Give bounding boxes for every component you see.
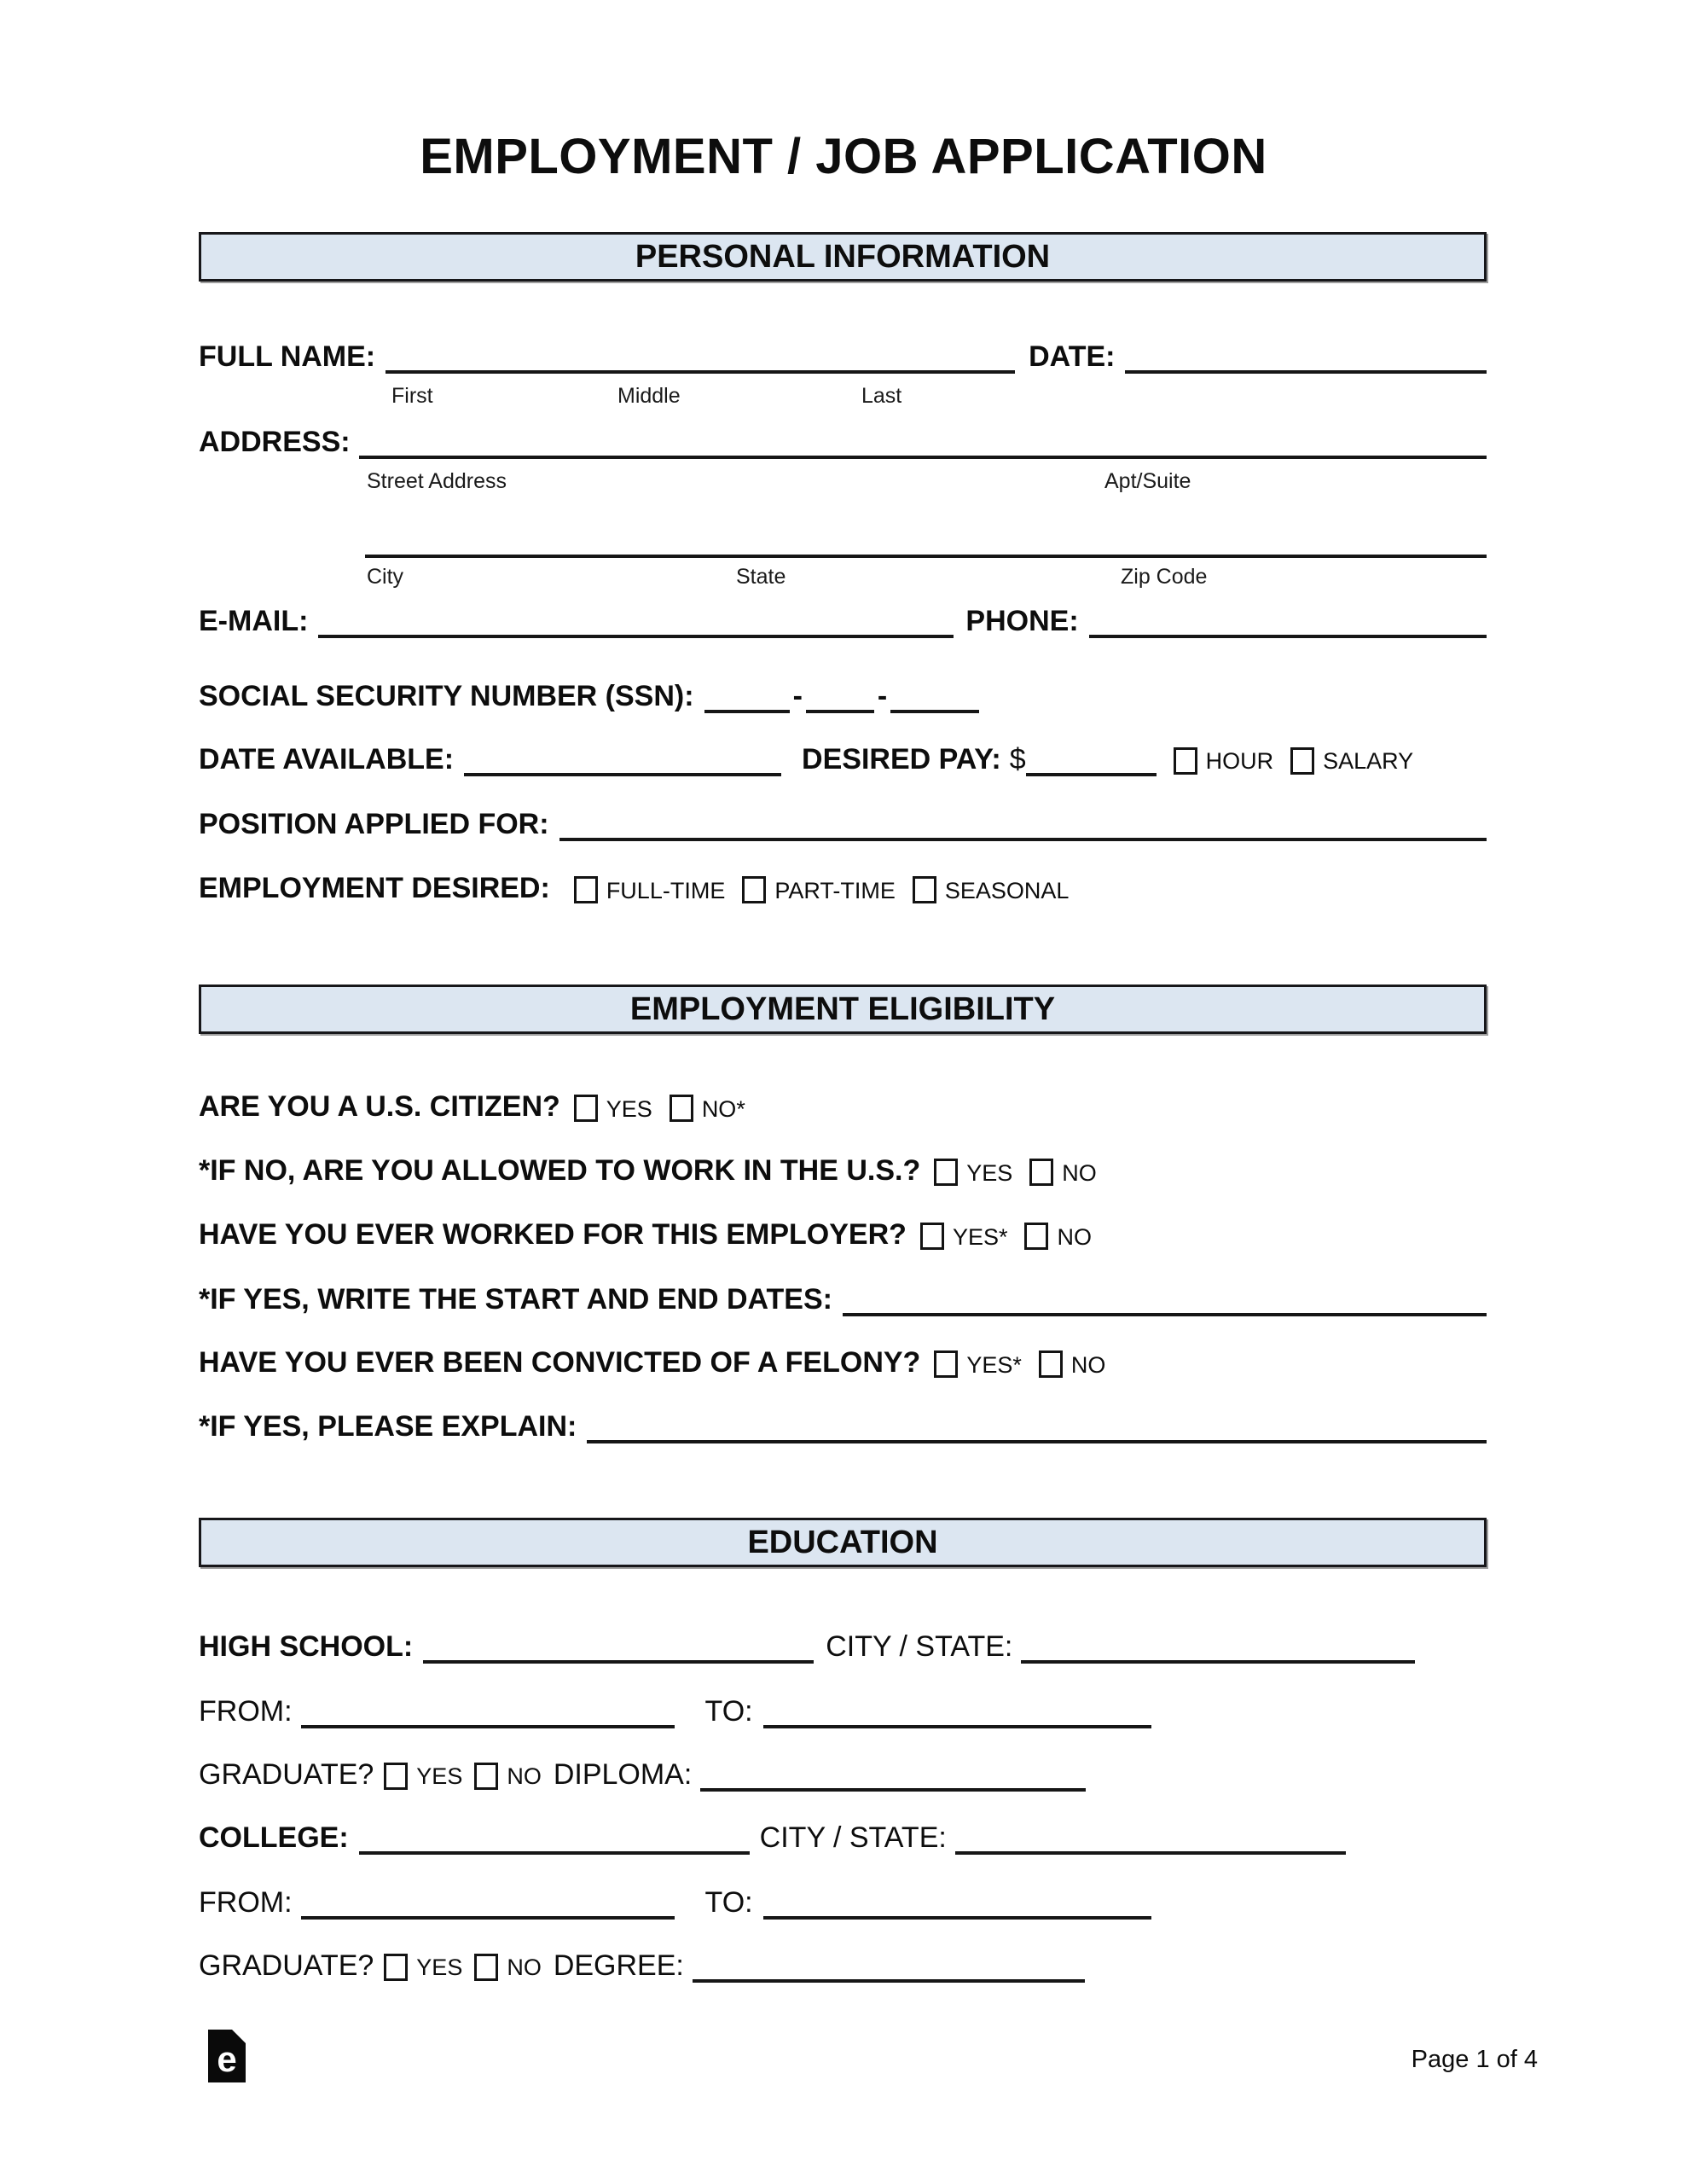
- employment-option-part-time: [742, 876, 896, 905]
- sublabel-middle: Middle: [617, 384, 681, 408]
- allowed-option-yes: [934, 1159, 1012, 1188]
- page-title: EMPLOYMENT / JOB APPLICATION: [420, 129, 1267, 184]
- full-name-row: [199, 340, 1487, 374]
- felony-question: HAVE YOU EVER BEEN CONVICTED OF A FELONY?: [199, 1346, 921, 1379]
- felony-option-no: [1039, 1350, 1106, 1380]
- sublabel-city: City: [367, 565, 404, 589]
- explain-label: *IF YES, PLEASE EXPLAIN:: [199, 1409, 577, 1443]
- date-available-label: DATE AVAILABLE:: [199, 742, 455, 775]
- allowed-question-row: [199, 1154, 1487, 1188]
- email-phone-row: [199, 604, 1487, 638]
- college-city-state-line[interactable]: [955, 1821, 1346, 1855]
- address-row-2: [199, 524, 1487, 558]
- high-school-line[interactable]: [423, 1629, 814, 1664]
- email-label: E-MAIL:: [199, 604, 309, 637]
- hs-graduate-option-no: [474, 1763, 542, 1792]
- citizen-option-no: [670, 1095, 745, 1124]
- eforms-logo-letter: e: [217, 2039, 237, 2079]
- sublabel-last: Last: [861, 384, 902, 408]
- felony-yes-label: YES*: [966, 1351, 1022, 1378]
- hs-graduate-label: GRADUATE?: [199, 1757, 374, 1791]
- college-to-label: TO:: [704, 1885, 753, 1919]
- ssn-line-1[interactable]: [704, 679, 790, 713]
- section-header-label: EMPLOYMENT ELIGIBILITY: [629, 990, 1056, 1027]
- position-line[interactable]: [559, 807, 1487, 841]
- high-school-label: HIGH SCHOOL:: [199, 1629, 414, 1663]
- worked-option-yes: [920, 1223, 1008, 1252]
- ssn-dash-1: -: [792, 680, 803, 712]
- college-row: [199, 1821, 1487, 1855]
- desired-pay-label: DESIRED PAY:: [802, 742, 1001, 775]
- high-school-row: [199, 1629, 1487, 1664]
- college-graduate-yes-checkbox[interactable]: [384, 1954, 408, 1981]
- page-number: Page 1 of 4: [1411, 2046, 1538, 2073]
- seasonal-checkbox[interactable]: [913, 876, 936, 903]
- felony-yes-checkbox[interactable]: [934, 1350, 958, 1378]
- start-end-dates-row: [199, 1282, 1487, 1316]
- employment-option-full-time: [574, 876, 726, 905]
- worked-yes-checkbox[interactable]: [920, 1223, 944, 1250]
- college-graduate-label: GRADUATE?: [199, 1949, 374, 1982]
- phone-label: PHONE:: [965, 604, 1079, 637]
- full-time-checkbox[interactable]: [574, 876, 598, 903]
- diploma-label: DIPLOMA:: [553, 1757, 693, 1791]
- position-row: [199, 807, 1487, 841]
- explain-row: [199, 1409, 1487, 1443]
- citizen-question-row: [199, 1090, 1487, 1124]
- college-city-state-label: CITY / STATE:: [759, 1821, 947, 1854]
- sublabel-state: State: [736, 565, 786, 589]
- employment-desired-label: EMPLOYMENT DESIRED:: [199, 872, 550, 904]
- felony-question-row: [199, 1346, 1487, 1380]
- hour-checkbox[interactable]: [1174, 747, 1197, 775]
- worked-option-no: [1024, 1223, 1092, 1252]
- date-available-line[interactable]: [464, 742, 781, 776]
- citizen-yes-label: YES: [606, 1095, 652, 1122]
- college-graduate-option-no: [474, 1954, 542, 1983]
- full-time-label: FULL-TIME: [606, 877, 726, 903]
- start-end-dates-label: *IF YES, WRITE THE START AND END DATES:: [199, 1282, 832, 1316]
- section-header-label: EDUCATION: [747, 1524, 938, 1560]
- college-label: COLLEGE:: [199, 1821, 349, 1854]
- employment-desired-row: [199, 872, 1487, 905]
- address-label: ADDRESS:: [199, 425, 351, 458]
- ssn-label: SOCIAL SECURITY NUMBER (SSN):: [199, 679, 694, 712]
- salary-label: SALARY: [1323, 748, 1414, 775]
- felony-no-label: NO: [1070, 1351, 1106, 1378]
- citizen-no-checkbox[interactable]: [670, 1095, 693, 1122]
- hs-from-to-row: [199, 1694, 1487, 1728]
- worked-no-checkbox[interactable]: [1024, 1223, 1048, 1250]
- section-header-education: [199, 1518, 1487, 1567]
- citizen-no-label: NO*: [701, 1095, 745, 1122]
- degree-line[interactable]: [693, 1949, 1085, 1983]
- part-time-label: PART-TIME: [774, 877, 896, 903]
- felony-no-checkbox[interactable]: [1039, 1350, 1063, 1378]
- date-line[interactable]: [1125, 340, 1487, 374]
- allowed-yes-label: YES: [966, 1159, 1013, 1186]
- citizen-option-yes: [574, 1095, 652, 1124]
- citizen-yes-checkbox[interactable]: [574, 1095, 598, 1122]
- sublabel-first: First: [391, 384, 433, 408]
- dollar-sign: $: [1009, 743, 1026, 775]
- eforms-logo: [208, 2030, 246, 2082]
- hs-to-label: TO:: [704, 1694, 753, 1728]
- hs-graduate-no-label: NO: [507, 1763, 542, 1790]
- hs-from-label: FROM:: [199, 1694, 293, 1728]
- worked-question-row: [199, 1218, 1487, 1252]
- allowed-no-label: NO: [1062, 1159, 1097, 1186]
- full-name-line[interactable]: [386, 340, 1015, 374]
- ssn-line-2[interactable]: [806, 679, 874, 713]
- worked-question: HAVE YOU EVER WORKED FOR THIS EMPLOYER?: [199, 1218, 907, 1251]
- hs-graduate-no-checkbox[interactable]: [474, 1763, 498, 1790]
- sublabel-apt-suite: Apt/Suite: [1104, 469, 1191, 493]
- desired-pay-line[interactable]: [1026, 742, 1157, 776]
- hs-graduate-option-yes: [384, 1763, 462, 1792]
- salary-checkbox[interactable]: [1290, 747, 1314, 775]
- diploma-line[interactable]: [700, 1757, 1086, 1792]
- date-label: DATE:: [1029, 340, 1116, 373]
- ssn-line-3[interactable]: [890, 679, 979, 713]
- allowed-yes-checkbox[interactable]: [934, 1159, 958, 1186]
- part-time-checkbox[interactable]: [742, 876, 766, 903]
- address-line-2[interactable]: [365, 524, 1487, 558]
- sublabel-zip-code: Zip Code: [1121, 565, 1208, 589]
- ssn-dash-2: -: [877, 680, 888, 712]
- college-from-to-row: [199, 1885, 1487, 1920]
- college-graduate-no-label: NO: [507, 1955, 542, 1981]
- hs-to-line[interactable]: [763, 1694, 1151, 1728]
- ssn-row: [199, 679, 1487, 713]
- email-line[interactable]: [318, 604, 954, 638]
- sublabel-street-address: Street Address: [367, 469, 507, 493]
- hs-city-state-label: CITY / STATE:: [826, 1629, 1013, 1663]
- address-line[interactable]: [359, 425, 1487, 459]
- employment-option-seasonal: [913, 876, 1070, 905]
- allowed-no-checkbox[interactable]: [1029, 1159, 1053, 1186]
- address-row: [199, 425, 1487, 459]
- degree-label: DEGREE:: [553, 1949, 684, 1982]
- college-graduate-yes-label: YES: [416, 1955, 463, 1981]
- hs-graduate-yes-checkbox[interactable]: [384, 1763, 408, 1790]
- full-name-label: FULL NAME:: [199, 340, 376, 373]
- college-graduate-row: [199, 1949, 1487, 1983]
- college-graduate-option-yes: [384, 1954, 462, 1983]
- college-graduate-no-checkbox[interactable]: [474, 1954, 498, 1981]
- worked-yes-label: YES*: [952, 1223, 1008, 1250]
- seasonal-label: SEASONAL: [944, 877, 1070, 903]
- worked-no-label: NO: [1057, 1223, 1092, 1250]
- pay-option-salary: [1290, 747, 1413, 776]
- section-header-label: PERSONAL INFORMATION: [635, 238, 1051, 275]
- college-from-line[interactable]: [301, 1885, 675, 1920]
- section-header-personal-information: [199, 232, 1487, 282]
- allowed-option-no: [1029, 1159, 1097, 1188]
- hs-city-state-line[interactable]: [1021, 1629, 1415, 1664]
- allowed-question: *IF NO, ARE YOU ALLOWED TO WORK IN THE U.S.?: [199, 1154, 921, 1187]
- pay-option-hour: [1174, 747, 1274, 776]
- college-line[interactable]: [359, 1821, 750, 1855]
- college-from-label: FROM:: [199, 1885, 293, 1919]
- citizen-question: ARE YOU A U.S. CITIZEN?: [199, 1090, 560, 1123]
- start-end-dates-line[interactable]: [843, 1282, 1487, 1316]
- section-header-employment-eligibility: [199, 985, 1487, 1034]
- position-applied-label: POSITION APPLIED FOR:: [199, 807, 549, 840]
- date-available-pay-row: [199, 742, 1487, 776]
- hs-from-line[interactable]: [301, 1694, 675, 1728]
- hs-graduate-yes-label: YES: [416, 1763, 463, 1790]
- phone-line[interactable]: [1089, 604, 1487, 638]
- felony-option-yes: [934, 1350, 1022, 1380]
- hour-label: HOUR: [1205, 748, 1274, 775]
- hs-graduate-row: [199, 1757, 1487, 1792]
- college-to-line[interactable]: [763, 1885, 1151, 1920]
- explain-line[interactable]: [587, 1409, 1487, 1443]
